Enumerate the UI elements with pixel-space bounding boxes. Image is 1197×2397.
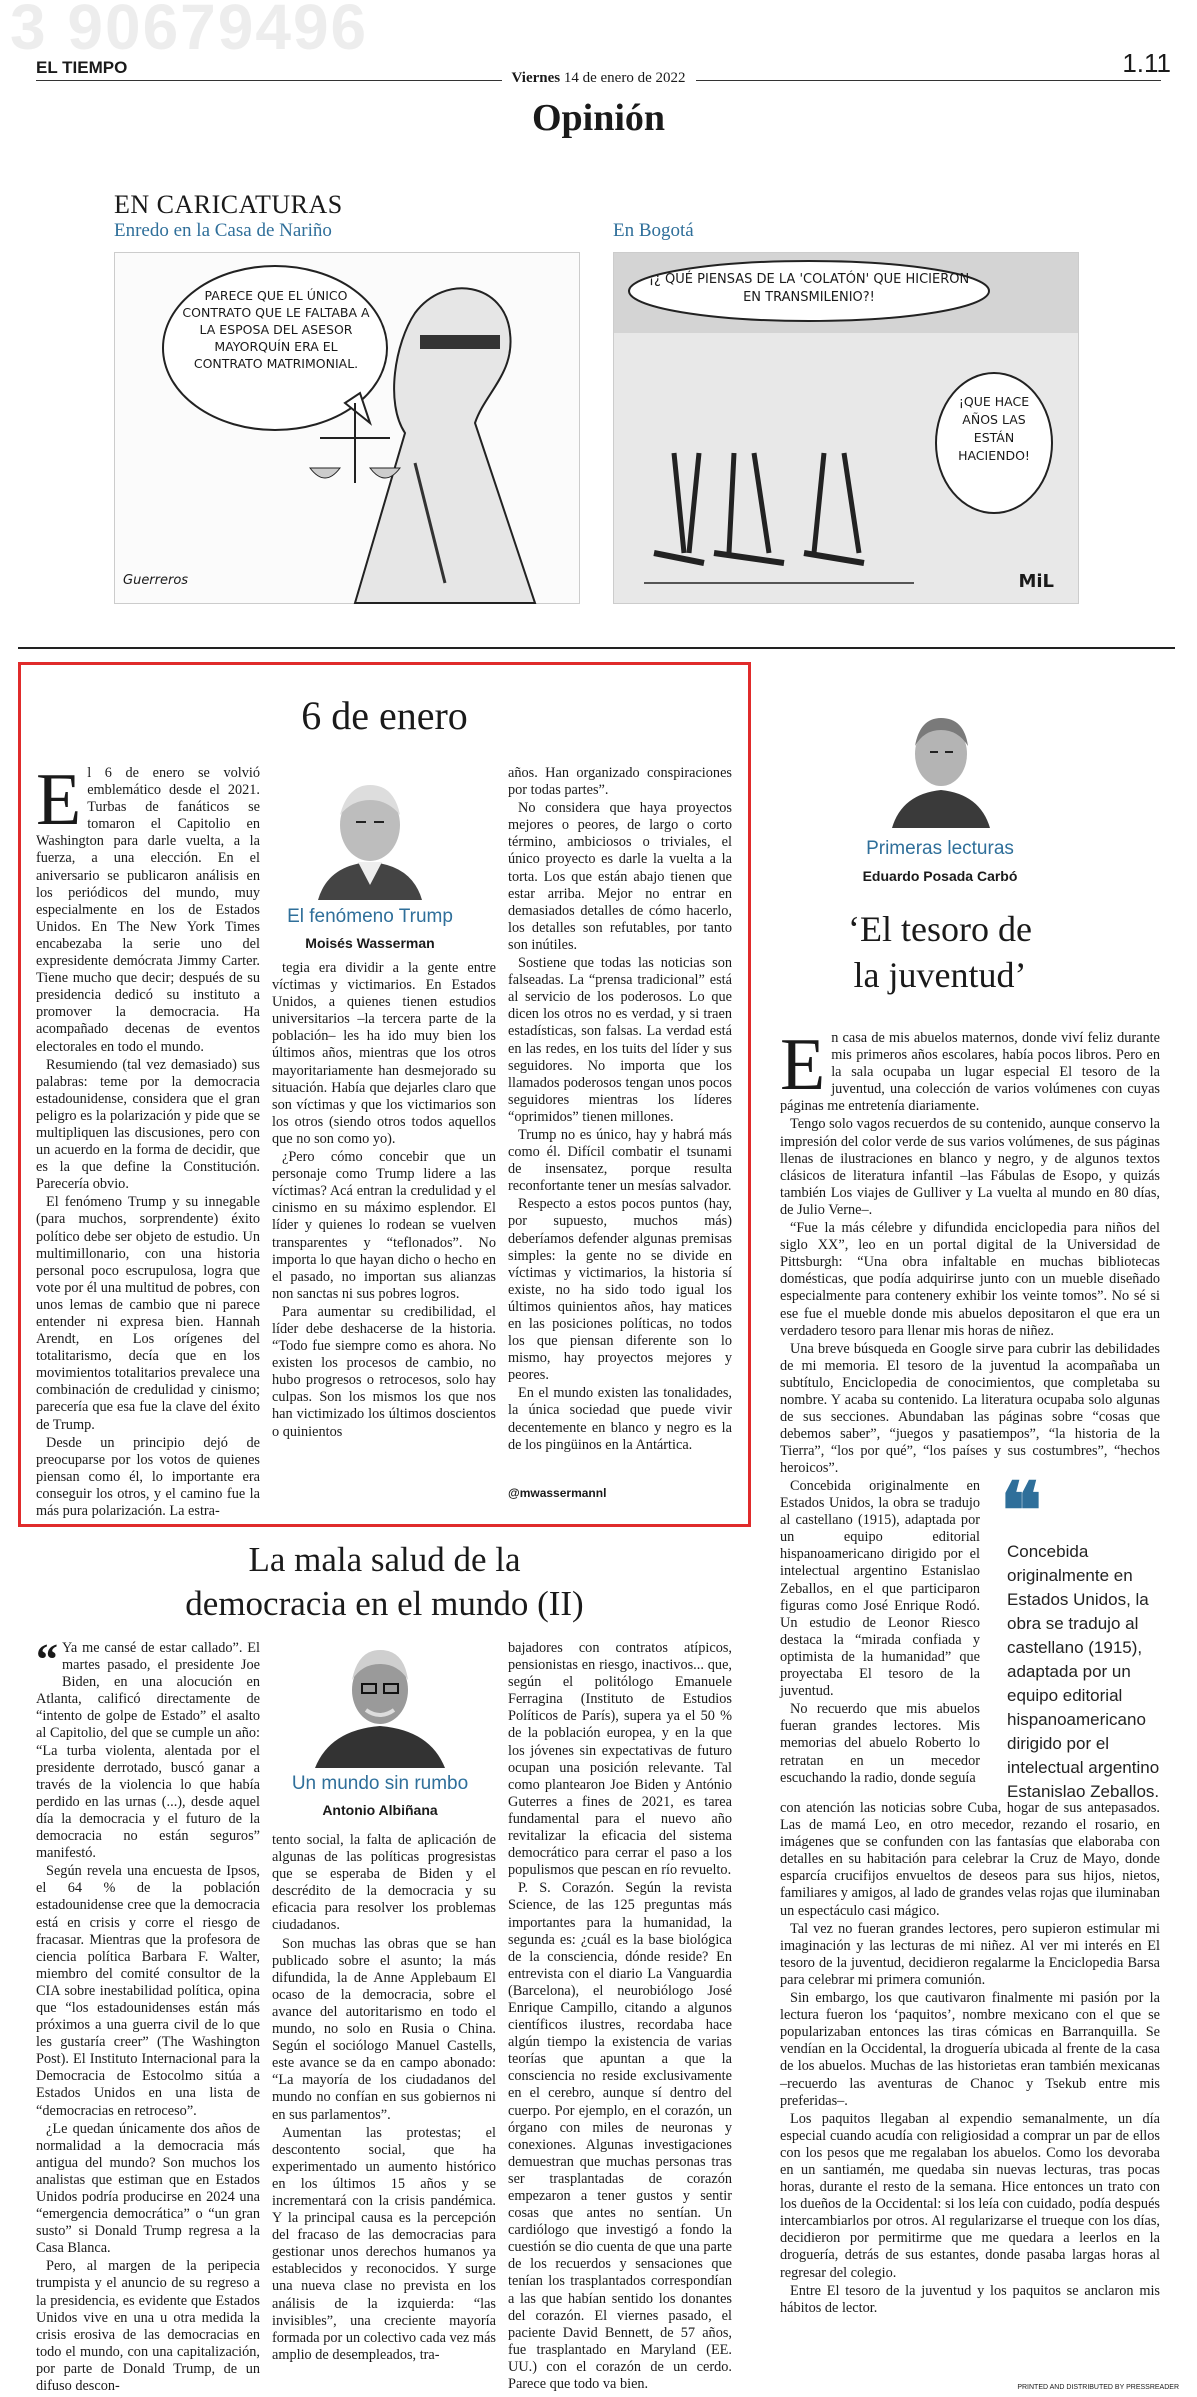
article3-paragraph: Sin embargo, los que cautivaron finalmente mi pasión por la lectura fueron los ‘paquitos’, nombre mexicano con el que se popularizaban entonces las tiras cómicas en Barranquilla. Se vendían en la Occidental, la droguería ubicada al frente de la casa de los abuelos. Muchas de las historietas eran también mexicanas –recuerdo las aventuras de Chanoc y Tsekub entre mis preferidas–. bbox=[780, 1990, 1160, 2109]
article3-dropcap: E bbox=[780, 1024, 826, 1106]
article3-paragraph: n casa de mis abuelos maternos, donde viví feliz durante mis primeros años escolares, había pocos libros. Pero en la sala ocupaba un lugar especial El tesoro de la juventud, una colección de varios volúmenes con cuyas páginas me entretenía diariamente. bbox=[780, 1030, 1160, 1115]
article1-paragraph: En el mundo existen las tonalidades, la única sociedad que puede vivir decentemente en blanco y negro es la de los pingüinos en la Antártica. bbox=[508, 1385, 732, 1453]
article3-paragraph: Los paquitos llegaban al expendio semanalmente, un día especial cuando acudía con religiosidad a comprar un par de ellos con los pesos que me regalaban los abuelos. Como los devoraba en un santiamén, me quedaba sin nuevas lecturas, tras pocas horas, durante el resto de la semana. Hice entonces un trato con los dueños de la Occidental: si los leía con cuidado, podía después intercambiarlos por otros. Al regularizarse el trueque con los días, decidieron por permitirme que me quedara a leerlos en la droguería, detrás de sus estantes, donde pasaba largas horas al regresar del colegio. bbox=[780, 2110, 1160, 2281]
article1-paragraph: l 6 de enero se volvió emblemático desde el 2021. Turbas de fanáticos se tomaron el Capitolio en Washington para darle vuelta, a la fuerza, a una elección. En el aniversario se publicaron análisis en los periódicos del mundo, muy especialmente en los de Estados Unidos. En The New York Times encabezaba la serie uno del expresidente demócrata Jimmy Carter. Tiene mucho que decir; después de su presidencia dedicó su instituto a promover la democracia. Ha acompañado decenas de eventos electorales en todo el mundo. bbox=[36, 765, 260, 1055]
article1-col2 bbox=[272, 960, 496, 1507]
article2-paragraph: Según revela una encuesta de Ipsos, el 64 % de la población estadounidense cree que la democracia está en crisis y corre el riesgo de fracasar. Mientras que la profesora de ciencia política Barbara F. Walter, miembro del comité consultor de la CIA sobre inestabilidad política, opina que “los estadounidenses están más próximos a una guerra civil de lo que les gustaría creer” (The Washington Post). El Instituto Internacional para la Democracia de Estocolmo sitúa a Estados Unidos en una lista de “democracias en retroceso”. bbox=[36, 1863, 260, 2119]
article1-author: Moisés Wasserman bbox=[305, 935, 435, 951]
article2-paragraph: Pero, al margen de la peripecia trumpista y el anuncio de su regreso a la presidencia, es evidente que Estados Unidos vive en una u otra medida la crisis erosiva de las democracias en todo el mundo, con una capitalización, por parte de Donald Trump, de un difuso descon- bbox=[36, 2258, 260, 2395]
article2-paragraph: tento social, la falta de aplicación de algunas de las políticas progresistas que se esperaba de Biden y el descrédito de la democracia y su eficacia para resolver los problemas ciudadanos. bbox=[272, 1832, 496, 1934]
article2-quote-mark: “ bbox=[36, 1635, 58, 1684]
article1-col3 bbox=[508, 765, 732, 1477]
article1-paragraph: años. Han organizado conspiraciones por todas partes”. bbox=[508, 765, 732, 799]
article2-paragraph: P. S. Corazón. Según la revista Science, de las 125 preguntas más importantes para la humanidad, la segunda es: ¿cuál es la base biológica de la consciencia, dónde reside? En entrevista con el diario La Vanguardia (Barcelona), el neurobiólogo José Enrique Campillo, citando a algunos científicos ilustres, recordaba hace algún tiempo la existencia de varias teorías que apuntan a que la consciencia no reside exclusivamente en el cerebro, aunque sí dentro del cuerpo. Por ejemplo, en el corazón, un órgano con miles de neuronas y conexiones. Algunas investigaciones demuestran que muchas personas tras ser trasplantadas de corazón empezaron a tener gustos y sentir cosas que antes no sentían. Un cardiólogo que investigó a fondo la cuestión se dio cuenta de que una parte de los recuerdos y sensaciones que tenían los trasplantados correspondían a las que habían sentido los donantes del corazón. El viernes pasado, el paciente David Bennett, de 57 años, fue trasplantado en Maryland (EE. UU.) con el corazón de un cerdo. Parece que todo va bien. bbox=[508, 1880, 732, 2393]
pull-quote-mark-icon: ❝ bbox=[1000, 1468, 1042, 1555]
article3-paragraph: “Fue la más célebre y difundida enciclopedia para niños del siglo XX”, leo en un portal digital de la Universidad de Pittsburgh: “Una obra infaltable en muchas bibliotecas domésticas, que podía adquirirse junto con un mueble diseñado especialmente para contenery exhibir los veinte tomos”. No sé si ese fue el mueble donde mis abuelos depositaron el que era un verdadero tesoro para llenar mis horas de niñez. bbox=[780, 1220, 1160, 1339]
article2-title-line: democracia en el mundo (II) bbox=[185, 1584, 584, 1623]
article2-col2 bbox=[272, 1832, 496, 2392]
section-divider bbox=[18, 647, 1175, 649]
cartoon-left-caption: Enredo en la Casa de Nariño bbox=[114, 220, 332, 241]
article1-paragraph: Sostiene que todas las noticias son falseadas. La “prensa tradicional” está al servicio de los poderosos. Lo que dicen los otros no es verdad, y si traen estadísticas, son falsas. La verdad está en las redes, en los tuits del líder y sus seguidores. No importa que los llamados poderosos tengan unos pocos seguidores mientras los líderes “oprimidos” tienen millones. bbox=[508, 955, 732, 1125]
article2-col1 bbox=[36, 1635, 260, 2395]
article2-paragraph: bajadores con contratos atípicos, pensionistas en riesgo, inactivos... que, según el politólogo Emanuele Ferragina (Instituto de Estudios Políticos de París), supera ya el 50 % de la población europea, y en la que los jóvenes sin expectativas de futuro ocupan una posición relevante. Tal como plantearon Joe Biden y António Guterres a fines de 2021, es tarea fundamental para el nuevo año revitalizar la eficacia del sistema democrático para cerrar el paso a los populismos que pescan en río revuelto. bbox=[508, 1640, 732, 1879]
article3-paragraph: Entre El tesoro de la juventud y los paquitos se anclaron mis hábitos de lector. bbox=[780, 2282, 1160, 2316]
pressreader-credit: PRINTED AND DISTRIBUTED BY PRESSREADER bbox=[1017, 2384, 1179, 2391]
cartoon-right-signature: MiL bbox=[1018, 571, 1054, 592]
article3-author-photo bbox=[888, 706, 994, 828]
cartoon-left-signature: Guerreros bbox=[123, 573, 189, 588]
article3-paragraph: Tal vez no fueran grandes lectores, pero supieron estimular mi imaginación y las lecturas de mi niñez. Al ver mi interés en El tesoro de la juventud, decidieron regalarme la Enciclopedia Barsa para celebrar mi primera comunión. bbox=[780, 1920, 1160, 1988]
article2-author: Antonio Albiñana bbox=[322, 1802, 438, 1818]
article2-col3 bbox=[508, 1640, 732, 2392]
caricaturas-title: EN CARICATURAS bbox=[114, 190, 343, 219]
article3-paragraph: Concebida originalmente en Estados Unidos, la obra se tradujo al castellano (1915), adaptada por un equipo editorial hispanoamericano dirigido por el intelectual argentino Estanislao Zeballos, en el que participaron figuras como José Enrique Rodó. Un estudio de Leonor Riesco destaca la “mirada confiada y optimista de la humanidad” que proyectaba El tesoro de la juventud. bbox=[780, 1478, 980, 1700]
article3-paragraph: con atención las noticias sobre Cuba, hogar de sus antepasados. Las de mamá Leo, en otro mecedor, rezando el rosario, en imágenes que se confunden con las fantasías que elaboraba con detalles en su habitación para celebrar la Cruz de Mayo, donde esparcía crucifijos envueltos de deseos para sus hijos, nietos, familiares y amigos, al lado de grandes velas rojas que iluminaban un espectáculo casi mágico. bbox=[780, 1800, 1160, 1919]
article2-author-photo bbox=[310, 1638, 450, 1768]
article3-title bbox=[780, 906, 1100, 998]
article2-title-line: La mala salud de la bbox=[248, 1540, 521, 1579]
article1-paragraph: El fenómeno Trump y su innegable (para muchos, sorprendente) éxito político debe ser objeto de estudio. Un multimillonario, con una historia personal poco escrupulosa, logra que vote por él una multitud de pobres, con unos lemas de cambio que ni parece entender ni expresa bien. Hannah Arendt, en Los orígenes del totalitarismo, decía que en los movimientos totalitarios prevalece una combinación de credulidad y cinismo; parecería que esa fue la clave del éxito de Trump. bbox=[36, 1194, 260, 1433]
article1-twitter-handle: @mwassermannl bbox=[508, 1486, 607, 1500]
article3-paragraph: No recuerdo que mis abuelos fueran grandes lectores. Mis memorias del abuelo Roberto lo retratan en un mecedor escuchando la radio, donde seguía bbox=[780, 1701, 980, 1786]
article3-pull-quote: Concebida originalmente en Estados Unidos, la obra se tradujo al castellano (1915), adaptada por un equipo editorial hispanoamericano dirigido por el intelectual argentino Estanislao Zeballos. bbox=[1007, 1542, 1160, 1801]
article3-author: Eduardo Posada Carbó bbox=[862, 868, 1018, 884]
article1-paragraph: Resumiendo (tal vez demasiado) sus palabras: teme por la democracia estadounidense, considera que el gran peligro es la polarización y pide que se multipliquen las discusiones, pero con un acuerdo en la forma de decidir, que es la que define la Constitución. Parecería obvio. bbox=[36, 1056, 260, 1193]
cartoon-right-bubble-top: ¡¿ QUÉ PIENSAS DE LA 'COLATÓN' QUE HICIERON EN TRANSMILENIO?! bbox=[648, 272, 970, 305]
article1-author-photo bbox=[308, 770, 432, 900]
article1-paragraph: tegia era dividir a la gente entre víctimas y victimarios. En Estados Unidos, a quienes tienen estudios universitarios –la tercera parte de la población– les ha ido muy bien los últimos años, mientras que los otros mayoritariamente han desmejorado su situación. Había que dejarles claro que son víctimas y que los victimarios son los otros (siendo otros todos aquellos que no son como yo). bbox=[272, 960, 496, 1147]
article1-paragraph: Trump no es único, hay y habrá más como él. Difícil combatir el tsunami de insensatez, porque resulta reconfortante tener un mesías salvador. bbox=[508, 1126, 732, 1195]
watermark: 3 90679496 bbox=[10, 0, 369, 63]
article3-title-line: ‘El tesoro de bbox=[848, 909, 1032, 949]
article2-paragraph: Aumentan las protestas; el descontento social, que ha experimentado un aumento histórico en los últimos 15 años y se incrementará con la crisis pandémica. Y la principal causa es la percepción del fracaso de las democracias para gestionar unos derechos humanos ya establecidos y reconocidos. Y surge una nueva clase no prevista en los análisis de la izquierda: “las invisibles”, una creciente mayoría formada por un colectivo cada vez más amplio de desempleados, tra- bbox=[272, 2124, 496, 2363]
masthead-logo: EL TIEMPO bbox=[36, 58, 128, 77]
cartoon-right-bubble-right: ¡QUE HACE AÑOS LAS ESTÁN HACIENDO! bbox=[958, 394, 1030, 463]
article3-column-name: Primeras lecturas bbox=[866, 838, 1014, 859]
article3-paragraph: Una breve búsqueda en Google sirve para cubrir las debilidades de mi memoria. El tesoro de la juventud la acompañaba un subtítulo, Enciclopedia de conocimientos, que completaba su nombre. Y acaba su contenido. La literatura ocupaba solo algunas de sus secciones. Abundaban las páginas sobre “cosas que debemos saber”, “juegos y pasatiempos”, “la historia de la Tierra”, “los por qué”, “los países y sus costumbres”, “hechos heroicos”. bbox=[780, 1340, 1160, 1477]
article1-paragraph: Respecto a estos pocos puntos (hay, por supuesto, muchos más) deberíamos defender algunas premisas simples: la gente no se divide en víctimas y victimarios, la historia sí existe, no ha sido todo igual los últimos quinientos años, hay matices en las posiciones políticas, no todos los que piensan diferente son lo mismo, hay proyectos mejores y peores. bbox=[508, 1196, 732, 1384]
cartoon-right bbox=[613, 252, 1079, 604]
article1-paragraph: ¿Pero cómo concebir que un personaje como Trump lidere a las víctimas? Acá entran la credulidad y el cinismo en su máximo esplendor. El líder y quienes lo rodean se vuelven transparentes y “teflonados”. No importa lo que hayan dicho o hecho en el pasado, no importan sus alianzas non sanctas ni sus pobres logros. bbox=[272, 1149, 496, 1302]
dateline: Viernes 14 de enero de 2022 bbox=[0, 70, 1197, 87]
cartoon-right-caption: En Bogotá bbox=[613, 220, 694, 241]
article1-paragraph: No considera que haya proyectos mejores o peores, de largo o corto término, ambiciosos o triviales, el único proyecto es darle la vuelta a la torta. Los que están abajo tienen que estar arriba. Mejor no entrar en demasiados detalles de cómo hacerlo, los detalles son refutables, por tanto son inútiles. bbox=[508, 800, 732, 953]
article3-col-top bbox=[780, 1024, 1160, 1478]
article1-paragraph: Desde un principio dejó de preocuparse por los votos de quienes piensan como él, lo importante era conseguir los otros, y el camino fue la más pura polarización. La estra- bbox=[36, 1434, 260, 1520]
article1-dropcap: E bbox=[36, 759, 82, 841]
cartoon-left-bubble: PARECE QUE EL ÚNICO CONTRATO QUE LE FALTABA A LA ESPOSA DEL ASESOR MAYORQUÍN ERA EL CONTRATO MATRIMONIAL. bbox=[182, 288, 370, 371]
article1-paragraph: Para aumentar su credibilidad, el líder debe deshacerse de la historia. “Todo fue siempre como es ahora. No existen los procesos de cambio, no hubo progresos o retrocesos, solo hay culpas. Son los mismos los que nos han victimizado los últimos doscientos o quinientos bbox=[272, 1303, 496, 1440]
article1-title: 6 de enero bbox=[301, 693, 468, 738]
article3-col-bottom bbox=[780, 1800, 1160, 2390]
article2-column-name: Un mundo sin rumbo bbox=[291, 1773, 469, 1794]
article2-paragraph: ¿Le quedan únicamente dos años de normalidad a la democracia más antigua del mundo? Son muchos los analistas que estiman que en Estados Unidos podría producirse en 2024 una “emergencia democrática” o “un gran susto” si Donald Trump regresa a la Casa Blanca. bbox=[36, 2120, 260, 2257]
cartoon-left bbox=[114, 252, 580, 604]
article1-column-name: El fenómeno Trump bbox=[287, 906, 453, 927]
article3-col-narrow bbox=[780, 1478, 980, 1798]
article2-title bbox=[18, 1538, 751, 1626]
section-title: Opinión bbox=[531, 97, 666, 139]
article3-paragraph: Tengo solo vagos recuerdos de su contenido, aunque conservo la impresión del color verde de sus varios volúmenes, de sus páginas llenas de ilustraciones en blanco y negro, y de algunos textos clásicos de literatura infantil –las Fábulas de Esopo, y quizás también Los viajes de Gulliver y La vuelta al mundo en 80 días, de Julio Verne–. bbox=[780, 1116, 1160, 1218]
page-number: 1.11 bbox=[1122, 48, 1171, 78]
article3-title-line: la juventud’ bbox=[853, 955, 1027, 995]
article2-paragraph: Son muchas las obras que se han publicado sobre el asunto; la más difundida, la de Anne Applebaum El ocaso de la democracia, sobre el avance del autoritarismo en todo el mundo, no solo en Rusia o China. Según el sociólogo Manuel Castells, este avance se da en campo abonado: “La mayoría de los ciudadanos del mundo no confían en sus gobiernos ni en sus parlamentos”. bbox=[272, 1935, 496, 2123]
article2-paragraph: Ya me cansé de estar callado”. El martes pasado, el presidente Joe Biden, en una alocución en Atlanta, calificó directamente de “intento de golpe de Estado” el asalto al Capitolio, del que se cumple un año: “La turba violenta, alentada por el presidente derrotado, buscó ganar a través de la violencia lo que había perdido en las urnas (...), desde aquel día la democracia y el futuro de la democracia no están seguros” manifestó. bbox=[36, 1640, 260, 1862]
article1-col1 bbox=[36, 759, 260, 1520]
